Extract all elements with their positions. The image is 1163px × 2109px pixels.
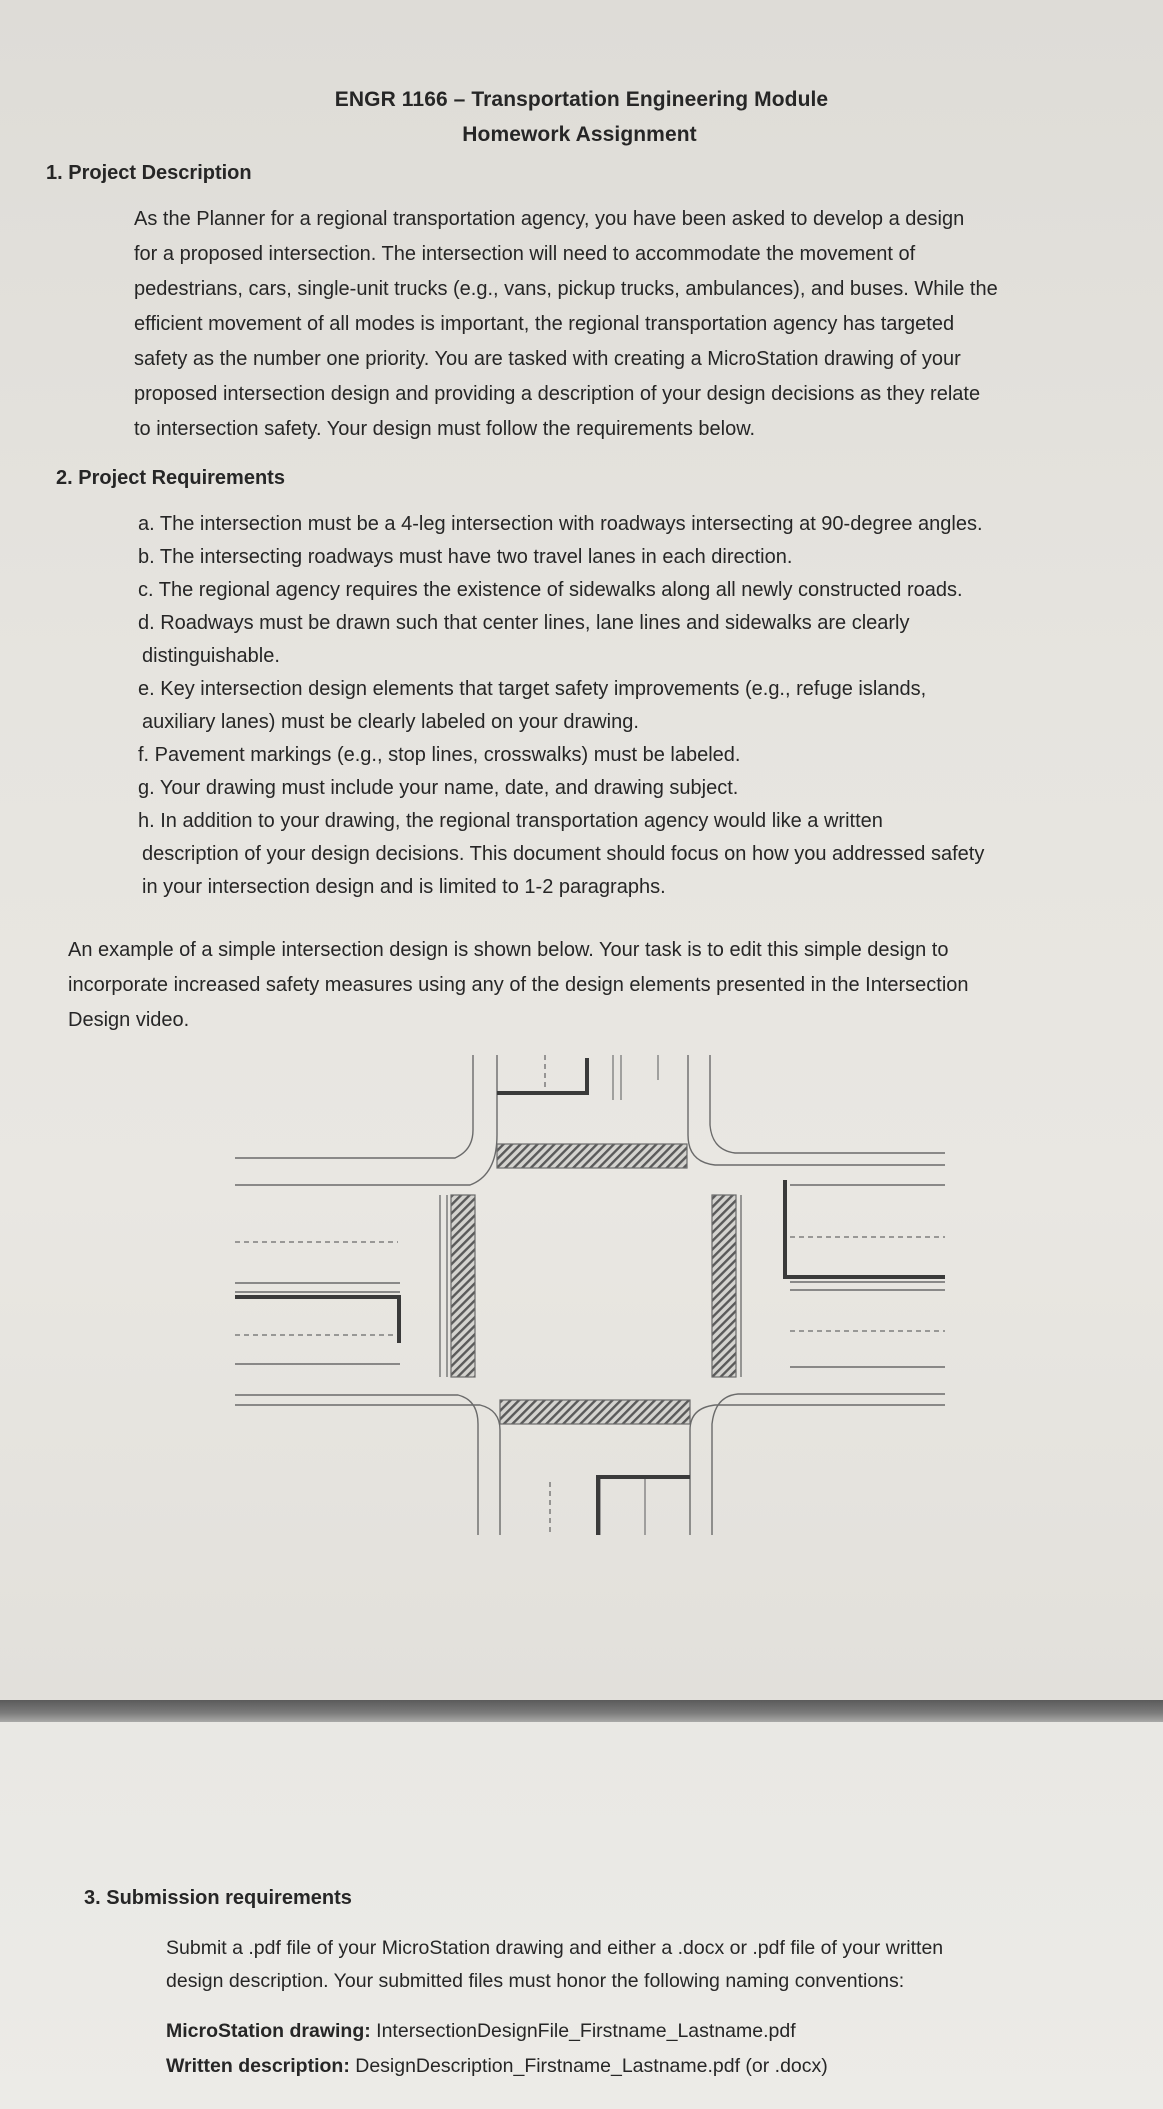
east-crosswalk [712, 1195, 736, 1377]
list-item-continued: auxiliary lanes) must be clearly labeled on your drawing. [142, 711, 639, 733]
naming-value: DesignDescription_Firstname_Lastname.pdf (or .docx) [349, 2055, 828, 2077]
section-1-heading: 1. Project Description [46, 162, 252, 184]
south-sidewalk-right-edge [712, 1394, 945, 1535]
text-line: As the Planner for a regional transportation agency, you have been asked to develop a design [134, 208, 965, 230]
page-2 [0, 1722, 1163, 2109]
north-road-right-edge [688, 1055, 945, 1165]
north-crosswalk [497, 1144, 687, 1168]
list-item: b. The intersecting roadways must have two travel lanes in each direction. [138, 546, 793, 568]
naming-item [166, 2014, 828, 2049]
page-divider [0, 1700, 1163, 1722]
submission-text [166, 1932, 1076, 1998]
list-item: e. Key intersection design elements that target safety improvements (e.g., refuge islands, [138, 678, 927, 700]
text-line: to intersection safety. Your design must follow the requirements below. [134, 418, 756, 440]
south-stop-line [598, 1477, 690, 1535]
document-title: Homework Assignment [462, 123, 697, 146]
north-stop-line [497, 1058, 587, 1093]
naming-value: IntersectionDesignFile_Firstname_Lastname.pdf [370, 2020, 796, 2042]
north-sidewalk-left-edge [235, 1055, 473, 1158]
list-item: d. Roadways must be drawn such that center lines, lane lines and sidewalks are clearly [138, 612, 910, 634]
list-item-continued: description of your design decisions. This document should focus on how you addressed safety [142, 843, 985, 865]
text-line: proposed intersection design and providing a description of your design decisions as they relate [134, 383, 981, 405]
north-sidewalk-right-edge [710, 1055, 945, 1153]
section-3-heading: 3. Submission requirements [84, 1887, 352, 1909]
text-line: design description. Your submitted files must honor the following naming conventions: [166, 1970, 905, 1992]
list-item: f. Pavement markings (e.g., stop lines, crosswalks) must be labeled. [138, 744, 741, 766]
naming-label: Written description: [166, 2055, 350, 2077]
text-line: safety as the number one priority. You are tasked with creating a MicroStation drawing of your [134, 348, 961, 370]
list-item: a. The intersection must be a 4-leg intersection with roadways intersecting at 90-degree angles. [138, 513, 983, 535]
west-crosswalk [451, 1195, 475, 1377]
naming-conventions [166, 2014, 828, 2084]
course-title: ENGR 1166 – Transportation Engineering Module [334, 88, 829, 111]
text-line: efficient movement of all modes is important, the regional transportation agency has targeted [134, 313, 955, 335]
list-item: h. In addition to your drawing, the regional transportation agency would like a written [138, 810, 883, 832]
south-road-right-edge [690, 1405, 945, 1535]
text-line: Submit a .pdf file of your MicroStation drawing and either a .docx or .pdf file of your written [166, 1937, 944, 1959]
list-item: g. Your drawing must include your name, date, and drawing subject. [138, 777, 739, 799]
text-line: for a proposed intersection. The intersection will need to accommodate the movement of [134, 243, 916, 265]
text-line: incorporate increased safety measures using any of the design elements presented in the Intersection [68, 974, 969, 996]
west-stop-line [235, 1297, 399, 1343]
north-road-left-edge [235, 1055, 497, 1185]
list-item-continued: in your intersection design and is limited to 1-2 paragraphs. [142, 876, 666, 898]
list-item: c. The regional agency requires the existence of sidewalks along all newly constructed roads. [138, 579, 963, 601]
section-2-heading: 2. Project Requirements [56, 467, 285, 489]
south-road-left-edge [235, 1405, 500, 1535]
naming-label: MicroStation drawing: [166, 2020, 371, 2042]
text-line: pedestrians, cars, single-unit trucks (e.g., vans, pickup trucks, ambulances), and buses. While the [134, 278, 998, 300]
naming-item [166, 2049, 828, 2084]
text-line: An example of a simple intersection design is shown below. Your task is to edit this simple design to [68, 939, 949, 961]
south-sidewalk-left-edge [235, 1395, 478, 1535]
list-item-continued: distinguishable. [142, 645, 280, 667]
text-line: Design video. [68, 1009, 190, 1031]
east-stop-line [785, 1180, 945, 1277]
south-crosswalk [500, 1400, 690, 1424]
